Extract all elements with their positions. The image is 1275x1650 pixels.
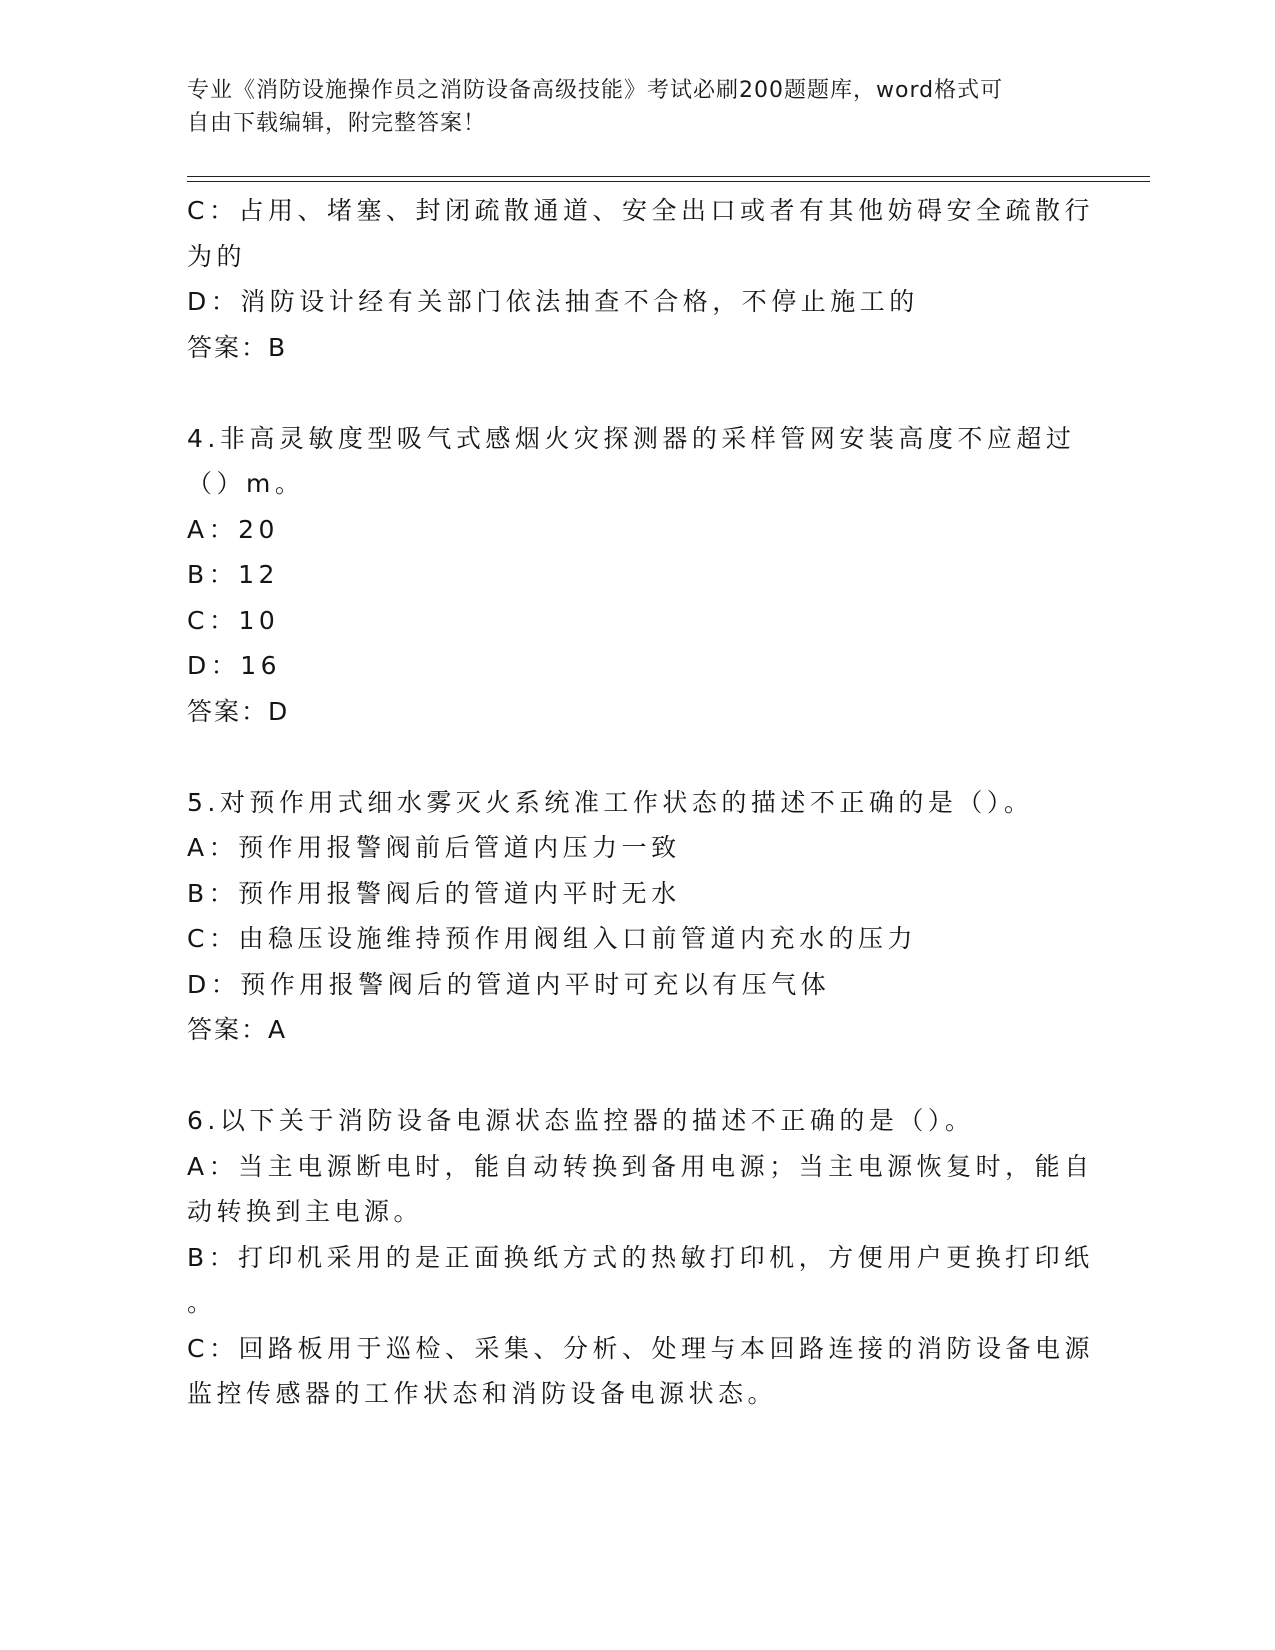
q6-option-c-line-1: C：回路板用于巡检、采集、分析、处理与本回路连接的消防设备电源: [187, 1333, 1094, 1363]
q3-answer: 答案：B: [187, 332, 288, 362]
q5-stem: 5.对预作用式细水雾灭火系统准工作状态的描述不正确的是（）。: [187, 787, 1034, 817]
spacer: [187, 734, 1087, 780]
q5-answer: 答案：A: [187, 1015, 288, 1044]
q3-option-d: D：消防设计经有关部门依法抽查不合格，不停止施工的: [187, 287, 919, 316]
q4-option-c: C：10: [187, 605, 280, 635]
q5-option-a: A：预作用报警阀前后管道内压力一致: [187, 833, 681, 862]
q6-option-b-line-1: B：打印机采用的是正面换纸方式的热敏打印机，方便用户更换打印纸: [187, 1242, 1094, 1272]
spacer: [187, 370, 1087, 416]
header-line-1: 专业《消防设施操作员之消防设备高级技能》考试必刷200题题库，word格式可: [187, 78, 1004, 103]
question-content: [187, 188, 1094, 1417]
q6-option-b-line-2: 。: [187, 1288, 217, 1317]
q6-option-a-line-2: 动转换到主电源。: [187, 1197, 424, 1226]
q4-stem-line-2: （）m。: [187, 469, 305, 498]
q6-option-c-line-2: 监控传感器的工作状态和消防设备电源状态。: [187, 1379, 778, 1408]
q4-answer: 答案：D: [187, 696, 290, 726]
q6-option-a-line-1: A：当主电源断电时，能自动转换到备用电源；当主电源恢复时，能自: [187, 1151, 1094, 1181]
q6-stem: 6.以下关于消防设备电源状态监控器的描述不正确的是（）。: [187, 1106, 975, 1135]
q3-option-c-line-1: C：占用、堵塞、封闭疏散通道、安全出口或者有其他妨碍安全疏散行: [187, 196, 1094, 225]
document-header: [187, 74, 1067, 140]
q5-option-b: B：预作用报警阀后的管道内平时无水: [187, 878, 681, 908]
question-5: [187, 780, 1087, 1053]
header-divider-bottom: [187, 181, 1150, 182]
q4-option-a: A：20: [187, 514, 279, 544]
header-divider-top: [187, 176, 1150, 177]
q4-option-b: B：12: [187, 560, 279, 589]
q4-stem-line-1: 4.非高灵敏度型吸气式感烟火灾探测器的采样管网安装高度不应超过: [187, 423, 1076, 453]
question-3-tail: [187, 188, 1094, 370]
q3-option-c-line-2: 为的: [187, 241, 247, 271]
spacer: [187, 1053, 1087, 1099]
question-4: [187, 416, 1087, 735]
q5-option-c: C：由稳压设施维持预作用阀组入口前管道内充水的压力: [187, 924, 917, 953]
q4-option-d: D：16: [187, 651, 282, 680]
question-6: [187, 1098, 1094, 1417]
header-line-2: 自由下载编辑，附完整答案！: [187, 111, 487, 136]
q5-option-d: D：预作用报警阀后的管道内平时可充以有压气体: [187, 969, 831, 999]
